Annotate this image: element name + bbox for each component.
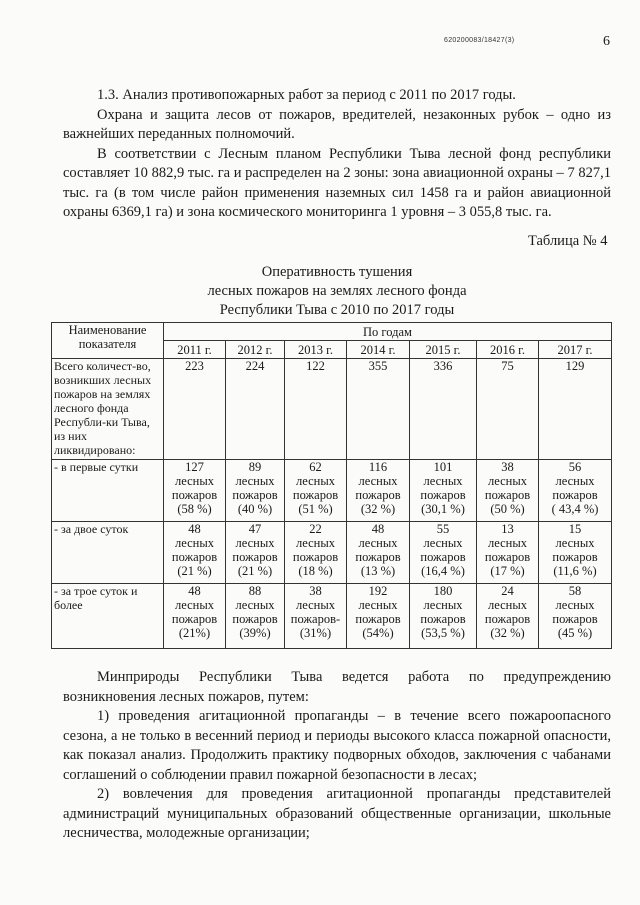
count-cell: 48 лесных пожаров (21%)	[164, 584, 226, 649]
table-row	[52, 359, 612, 460]
total-cell: 336	[410, 359, 477, 460]
intro-paragraph-1: Охрана и защита лесов от пожаров, вредителей, незаконных рубок – одно из важнейших переданных полномочий.	[63, 106, 611, 142]
count-cell: 47 лесных пожаров (21 %)	[226, 522, 285, 584]
page-number: 6	[603, 34, 610, 49]
table-title-line-3: Республики Тыва с 2010 по 2017 годы	[219, 302, 455, 318]
count-cell: 180 лесных пожаров (53,5 %)	[410, 584, 477, 649]
column-header-indicator: Наименование показателя	[52, 323, 164, 359]
year-header: 2011 г.	[164, 341, 226, 359]
outro-paragraph-3: 2) вовлечения для проведения агитационной пропаганды представителей администраций муниципальных образований общественные организации, школьные лесничества, молодежные организации;	[63, 786, 611, 841]
count-cell: 13 лесных пожаров (17 %)	[477, 522, 539, 584]
year-header: 2013 г.	[285, 341, 347, 359]
count-cell: 56 лесных пожаров ( 43,4 %)	[539, 460, 612, 522]
column-header-years: По годам	[164, 323, 612, 341]
count-cell: 127 лесных пожаров (58 %)	[164, 460, 226, 522]
row-label-total: Всего количест-во, возникших лесных пожаров на землях лесного фонда Республи-ки Тыва, из них ликвидировано:	[52, 359, 164, 460]
total-cell: 122	[285, 359, 347, 460]
count-cell: 15 лесных пожаров (11,6 %)	[539, 522, 612, 584]
total-cell: 223	[164, 359, 226, 460]
count-cell: 58 лесных пожаров (45 %)	[539, 584, 612, 649]
table-title-line-2: лесных пожаров на землях лесного фонда	[207, 283, 467, 299]
table-label: Таблица № 4	[528, 233, 608, 249]
total-cell: 129	[539, 359, 612, 460]
count-cell: 48 лесных пожаров (21 %)	[164, 522, 226, 584]
total-cell: 355	[347, 359, 410, 460]
year-header: 2016 г.	[477, 341, 539, 359]
year-header: 2014 г.	[347, 341, 410, 359]
row-label-first-day: - в первые сутки	[52, 460, 164, 522]
table-row	[52, 522, 612, 584]
total-cell: 75	[477, 359, 539, 460]
count-cell: 116 лесных пожаров (32 %)	[347, 460, 410, 522]
count-cell: 48 лесных пожаров (13 %)	[347, 522, 410, 584]
year-header: 2012 г.	[226, 341, 285, 359]
intro-paragraph-2: В соответствии с Лесным планом Республики Тыва лесной фонд республики составляет 10 882,9 тыс. га и распределен на 2 зоны: зона авиационной охраны – 7 827,1 тыс. га (в том числе район применения наземных сил 1458 га и район авиационной охраны 6369,1 га) и зона космического мониторинга 1 уровня – 3 055,8 тыс. га.	[63, 145, 611, 220]
count-cell: 38 лесных пожаров- (31%)	[285, 584, 347, 649]
year-header: 2015 г.	[410, 341, 477, 359]
count-cell: 38 лесных пожаров (50 %)	[477, 460, 539, 522]
outro-paragraph-1: Минприроды Республики Тыва ведется работа по предупреждению возникновения лесных пожаров, путем:	[63, 669, 611, 705]
table-row	[52, 460, 612, 522]
year-header: 2017 г.	[539, 341, 612, 359]
section-heading: 1.3. Анализ противопожарных работ за период с 2011 по 2017 годы.	[97, 87, 516, 103]
count-cell: 192 лесных пожаров (54%)	[347, 584, 410, 649]
outro-section	[63, 668, 611, 844]
count-cell: 89 лесных пожаров (40 %)	[226, 460, 285, 522]
row-label-three-days: - за трое суток и более	[52, 584, 164, 649]
table-row	[52, 584, 612, 649]
count-cell: 55 лесных пожаров (16,4 %)	[410, 522, 477, 584]
fire-suppression-table	[51, 322, 612, 649]
table-title	[63, 263, 611, 320]
count-cell: 101 лесных пожаров (30,1 %)	[410, 460, 477, 522]
count-cell: 62 лесных пожаров (51 %)	[285, 460, 347, 522]
outro-paragraph-2: 1) проведения агитационной пропаганды – в течение всего пожароопасного сезона, а не только в весенний период и периоды высокого класса пожарной опасности, как показал анализ. Продолжить практику подворных обходов, заключения с чабанами соглашений о соблюдении правил пожарной безопасности в лесах;	[63, 708, 611, 783]
table-title-line-1: Оперативность тушения	[261, 264, 413, 280]
count-cell: 24 лесных пожаров (32 %)	[477, 584, 539, 649]
intro-section	[63, 86, 611, 223]
count-cell: 22 лесных пожаров (18 %)	[285, 522, 347, 584]
document-code: 620200083/18427(3)	[444, 37, 515, 44]
count-cell: 88 лесных пожаров (39%)	[226, 584, 285, 649]
row-label-two-days: - за двое суток	[52, 522, 164, 584]
total-cell: 224	[226, 359, 285, 460]
